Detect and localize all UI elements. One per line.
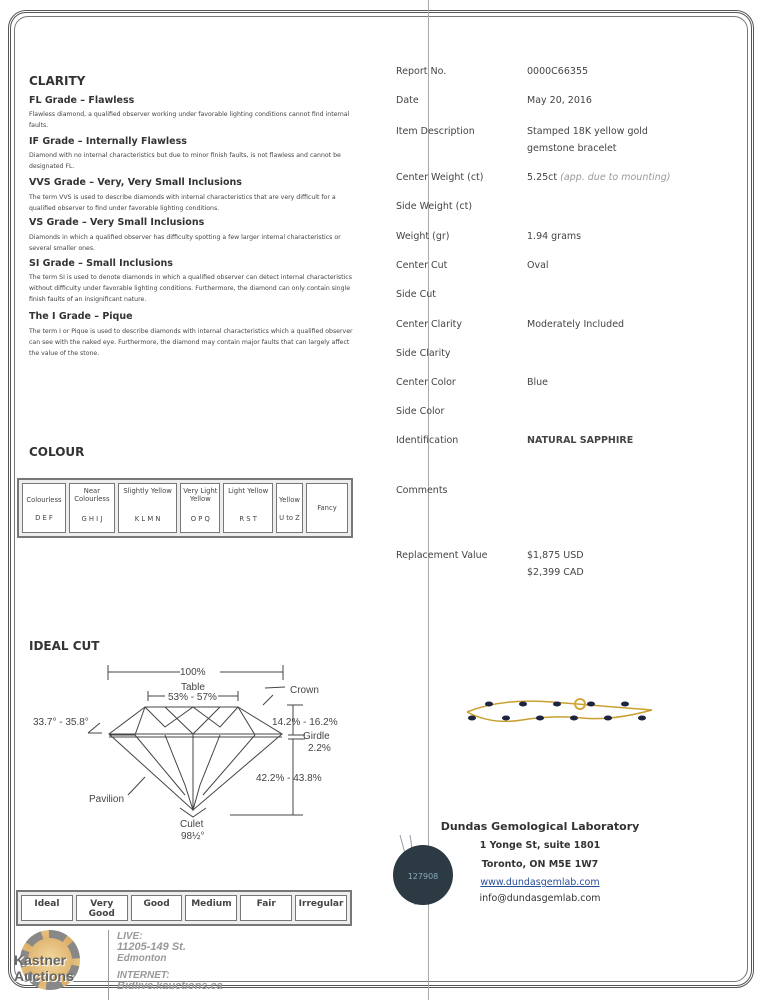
value-text: Moderately Included [527, 319, 625, 330]
watermark-divider [108, 930, 109, 1000]
report-label: Report No. [396, 66, 447, 77]
colour-scale-table [17, 478, 353, 538]
report-value [527, 257, 549, 274]
lab-address-2: Toronto, ON M5E 1W7 [481, 859, 599, 870]
diagram-crown-label: Crown [290, 685, 319, 696]
colour-cell: Slightly Yellow K L M N [118, 483, 177, 533]
value-text: Blue [527, 377, 549, 388]
sapphire-stone [502, 716, 510, 721]
diamond-cut-diagram [20, 655, 360, 830]
value-note: (app. due to mounting) [560, 172, 671, 183]
lab-website-link[interactable]: www.dundasgemlab.com [480, 877, 600, 888]
cut-grade-cell: Ideal [21, 895, 73, 921]
report-value [527, 169, 670, 186]
colour-cell: Colourless D E F [22, 483, 66, 533]
ideal-cut-title: IDEAL CUT [29, 639, 100, 653]
report-value [527, 432, 633, 449]
seal-number: 127908 [407, 872, 439, 881]
report-label: Center Color [396, 377, 456, 388]
sapphire-stone [638, 716, 646, 721]
value-text: Stamped 18K yellow gold gemstone bracelet [527, 126, 648, 154]
colour-cell: Very Light Yellow O P Q [180, 483, 220, 533]
sapphire-stone [587, 702, 595, 707]
report-label: Comments [396, 485, 448, 496]
grade-heading: SI Grade – Small Inclusions [29, 258, 173, 269]
diagram-table-value: 53% - 57% [168, 692, 217, 703]
grade-text: The term I or Pique is used to describe diamonds with internal characteristics which a qualified observer can see with the naked eye. Furthermore, the diamond may contain major faults that can largely affect the value of the stone. [29, 328, 353, 357]
grade-heading: VS Grade – Very Small Inclusions [29, 217, 205, 228]
value-text: 0000C66355 [527, 66, 589, 77]
sapphire-stone [621, 702, 629, 707]
clarity-title: CLARITY [29, 74, 86, 88]
lab-address-1: 1 Yonge St, suite 1801 [479, 840, 601, 851]
diagram-crown-angle: 33.7° - 35.8° [33, 717, 89, 728]
sapphire-stone [536, 716, 544, 721]
grade-text: Diamond with no internal characteristics but due to minor finish faults, is not flawless and cannot be designated FL. [29, 152, 341, 170]
kastner-auctions-logo [8, 930, 106, 994]
report-label: Center Weight (ct) [396, 172, 484, 183]
lab-email: info@dundasgemlab.com [479, 893, 601, 904]
grade-text: Flawless diamond, a qualified observer working under favorable lighting conditions cannot find internal faults. [29, 111, 350, 129]
report-label: Item Description [396, 126, 475, 137]
colour-cell: Near Colourless G H I J [69, 483, 115, 533]
watermark-text: LIVE: 11205-149 St. Edmonton INTERNET: Bidlive.kauctions.ca [117, 931, 223, 992]
colour-cell: Fancy [306, 483, 348, 533]
report-value [527, 316, 624, 333]
report-label: Center Cut [396, 260, 448, 271]
colour-cell: Light Yellow R S T [223, 483, 273, 533]
grade-text: The term VVS is used to describe diamonds with internal characteristics that are very difficult for a qualified observer to find under favorable lighting conditions. [29, 194, 336, 212]
kastner-auctions-brand: Kastner Auctions [14, 952, 74, 984]
value-text: 5.25ct [527, 172, 558, 183]
report-label: Date [396, 95, 419, 106]
report-label: Replacement Value [396, 550, 488, 561]
report-value [527, 92, 592, 109]
value-text: Oval [527, 260, 549, 271]
report-label: Center Clarity [396, 319, 462, 330]
grade-heading: The I Grade – Pique [29, 311, 133, 322]
bracelet-photo [462, 690, 657, 735]
diagram-culet-angle: 98½° [181, 831, 205, 842]
report-label: Side Weight (ct) [396, 201, 473, 212]
diagram-girdle-label: Girdle [303, 731, 330, 742]
diagram-table-label: Table [181, 682, 205, 693]
sapphire-stone [468, 716, 476, 721]
value-text-secondary: $2,399 CAD [527, 567, 584, 578]
report-value [527, 228, 581, 245]
diagram-pavilion-depth: 42.2% - 43.8% [256, 773, 322, 784]
grade-text: The term SI is used to denote diamonds in which a qualified observer can detect internal characteristics without difficulty under favorable lighting conditions. Furthermore, the diamond can only contain single finish faults of an insignificant nature. [29, 274, 352, 303]
diagram-culet-label: Culet [180, 819, 204, 830]
sapphire-stone [604, 716, 612, 721]
report-label: Side Clarity [396, 348, 451, 359]
cut-grade-cell: Good [131, 895, 183, 921]
report-value [527, 547, 584, 581]
value-text: 1.94 grams [527, 231, 582, 242]
grade-heading: VVS Grade – Very, Very Small Inclusions [29, 177, 242, 188]
grade-heading: IF Grade – Internally Flawless [29, 136, 187, 147]
cut-grade-table [16, 890, 352, 926]
sapphire-stone [553, 702, 561, 707]
report-value [527, 123, 687, 157]
diagram-pavilion-label: Pavilion [89, 794, 125, 805]
lab-name: Dundas Gemological Laboratory [440, 820, 640, 833]
cut-grade-cell: Irregular [295, 895, 347, 921]
sapphire-stone [570, 716, 578, 721]
grade-text: Diamonds in which a qualified observer has difficulty spotting a few larger internal characteristics or several smaller ones. [29, 234, 341, 252]
report-label: Side Cut [396, 289, 436, 300]
diagram-girdle-value: 2.2% [308, 743, 331, 754]
value-text: $1,875 USD [527, 550, 584, 561]
grade-heading: FL Grade – Flawless [29, 95, 135, 106]
value-text: NATURAL SAPPHIRE [527, 435, 634, 446]
report-label: Side Color [396, 406, 445, 417]
report-value [527, 63, 588, 80]
diagram-width-label: 100% [180, 667, 206, 678]
report-label: Identification [396, 435, 459, 446]
value-text: May 20, 2016 [527, 95, 592, 106]
colour-cell: Yellow U to Z [276, 483, 303, 533]
cut-grade-cell: Medium [185, 895, 237, 921]
report-value [527, 374, 548, 391]
cut-grade-cell: Very Good [76, 895, 128, 921]
sapphire-stone [485, 702, 493, 707]
sapphire-stone [519, 702, 527, 707]
diagram-crown-height: 14.2% - 16.2% [272, 717, 338, 728]
report-label: Weight (gr) [396, 231, 450, 242]
cut-grade-cell: Fair [240, 895, 292, 921]
colour-title: COLOUR [29, 445, 85, 459]
